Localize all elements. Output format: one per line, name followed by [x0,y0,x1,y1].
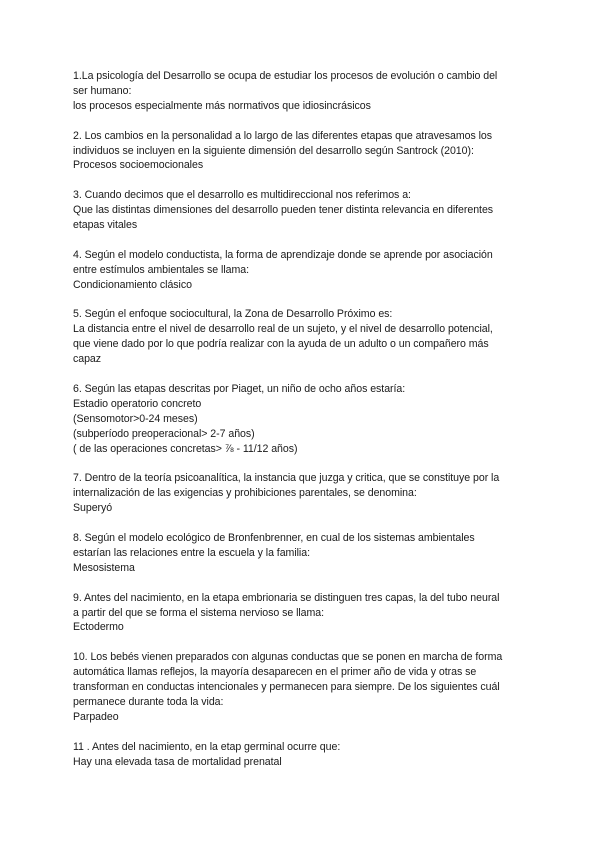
question-line: 1.La psicología del Desarrollo se ocupa de estudiar los procesos de evolución o cambio del [73,70,498,82]
question-line: 8. Según el modelo ecológico de Bronfenbrenner, en cual de los sistemas ambientales [73,531,475,544]
question-text [73,740,533,755]
question-line: automática llamas reflejos, la mayoría desaparecen en el primer año de vida y otras se [73,666,477,679]
answer-line: Mesosistema [73,561,135,574]
question-text [73,382,533,397]
question-block [73,471,533,516]
answer-text [73,99,533,114]
question-block [73,129,533,174]
question-block [73,248,533,293]
question-text [73,69,533,99]
question-block [73,591,533,636]
question-line: permanece durante toda la vida: [73,695,224,708]
question-line: transforman en conductas intencionales y permanecen para siempre. De los siguientes cuál [73,681,500,694]
question-line: 10. Los bebés vienen preparados con algunas conductas que se ponen en marcha de forma [73,651,503,664]
question-block [73,188,533,233]
answer-line: (subperíodo preoperacional> 2-7 años) [73,427,255,440]
answer-line: La distancia entre el nivel de desarrollo real de un sujeto, y el nivel de desarrollo potencial, [73,323,493,336]
answer-text [73,397,533,457]
question-line: 4. Según el modelo conductista, la forma de aprendizaje donde se aprende por asociación [73,248,493,261]
question-line: entre estímulos ambientales se llama: [73,263,249,276]
question-text [73,188,533,203]
question-line: a partir del que se forma el sistema nervioso se llama: [73,606,325,619]
answer-text [73,561,533,576]
answer-line: los procesos especialmente más normativos que idiosincrásicos [73,99,371,112]
question-text [73,650,533,710]
question-text [73,591,533,621]
question-text [73,129,533,159]
question-text [73,471,533,501]
question-line: 7. Dentro de la teoría psicoanalítica, la instancia que juzga y critica, que se constituye por la [73,472,500,485]
answer-line: capaz [73,353,102,366]
question-block [73,650,533,725]
question-line: 3. Cuando decimos que el desarrollo es multidireccional nos referimos a: [73,189,411,202]
answer-text [73,322,533,367]
question-line: 5. Según el enfoque sociocultural, la Zona de Desarrollo Próximo es: [73,308,393,321]
answer-line: (Sensomotor>0-24 meses) [73,412,198,425]
answer-text [73,710,533,725]
answer-text [73,158,533,173]
answer-text [73,501,533,516]
answer-line: ( de las operaciones concretas> ⅞ - 11/12 años) [73,442,298,455]
answer-text [73,278,533,293]
answer-line: Estadio operatorio concreto [73,397,202,410]
question-block [73,740,533,770]
answer-text [73,755,533,770]
question-line: internalización de las exigencias y prohibiciones parentales, se denomina: [73,487,417,500]
question-line: 2. Los cambios en la personalidad a lo largo de las diferentes etapas que atravesamos los [73,129,492,142]
question-line: 11 . Antes del nacimiento, en la etap germinal ocurre que: [73,740,341,753]
answer-text [73,203,533,233]
question-line: 6. Según las etapas descritas por Piaget, un niño de ocho años estaría: [73,382,406,395]
question-line: estarían las relaciones entre la escuela y la familia: [73,546,310,559]
answer-text [73,620,533,635]
answer-line: Que las distintas dimensiones del desarrollo pueden tener distinta relevancia en diferentes [73,204,494,217]
question-block [73,307,533,367]
answer-line: etapas vitales [73,219,138,232]
question-block [73,382,533,457]
answer-line: Procesos socioemocionales [73,159,204,172]
question-block [73,531,533,576]
question-text [73,248,533,278]
question-line: 9. Antes del nacimiento, en la etapa embrionaria se distinguen tres capas, la del tubo neural [73,591,500,604]
document-page [73,69,533,784]
answer-line: que viene dado por lo que podría realizar con la ayuda de un adulto o un compañero más [73,338,489,351]
question-block [73,69,533,114]
question-line: ser humano: [73,84,132,97]
answer-line: Parpadeo [73,710,119,723]
question-text [73,531,533,561]
question-line: individuos se incluyen en la siguiente dimensión del desarrollo según Santrock (2010): [73,144,474,157]
answer-line: Superyó [73,502,113,515]
answer-line: Condicionamiento clásico [73,278,192,291]
question-text [73,307,533,322]
answer-line: Ectodermo [73,621,124,634]
answer-line: Hay una elevada tasa de mortalidad prenatal [73,755,282,768]
